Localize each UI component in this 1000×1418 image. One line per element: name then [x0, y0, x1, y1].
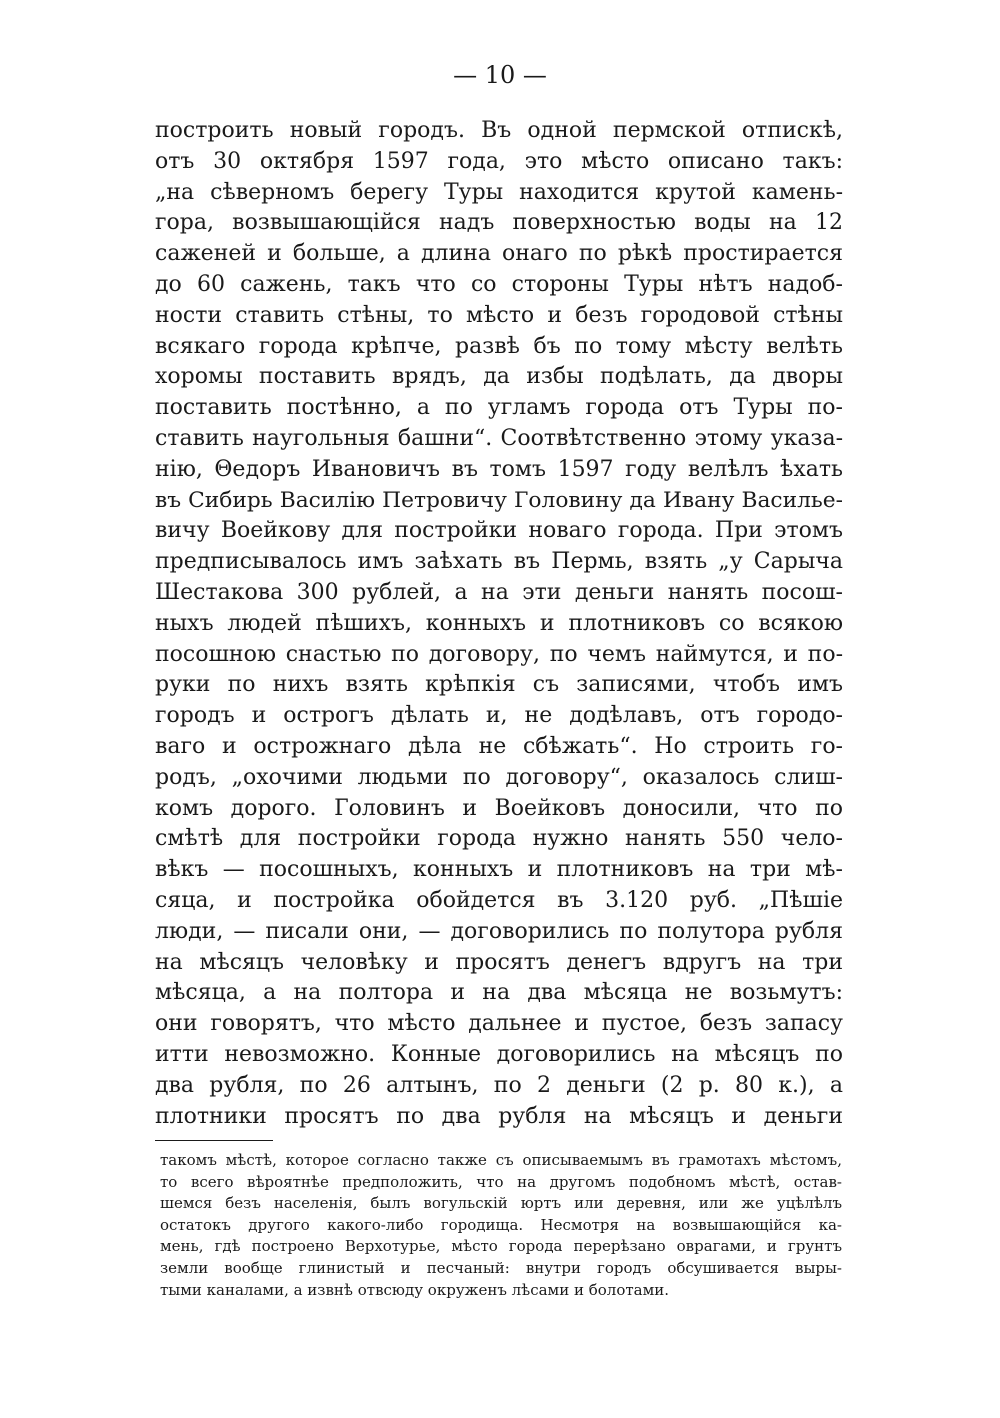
body-line: люди, — писали они, — договорились по полутора рубля: [155, 918, 843, 944]
body-line: гора, возвышающійся надъ поверхностью воды на 12: [155, 210, 843, 236]
body-line: Шестакова 300 рублей, а на эти деньги нанять посош-: [155, 579, 843, 605]
body-line: до 60 сажень, такъ что со стороны Туры нѣтъ надоб-: [155, 271, 843, 297]
body-line: сяца, и постройка обойдется въ 3.120 руб. „Пѣшіе: [155, 887, 843, 913]
footnote-divider: [155, 1140, 273, 1141]
body-line: смѣтѣ для постройки города нужно нанять 550 чело-: [155, 826, 843, 852]
body-text: [155, 116, 843, 1132]
footnote-line: земли вообще глинистый и песчаный: внутри городъ обсушивается выры-: [160, 1258, 842, 1277]
body-line: предписывалось имъ заѣхать въ Пермь, взять „у Сарыча: [155, 549, 843, 575]
body-line: въ Сибирь Василію Петровичу Головину да Ивану Василье-: [155, 487, 843, 513]
page-number: — 10 —: [453, 61, 547, 89]
body-line: нію, Θедоръ Ивановичъ въ томъ 1597 году велѣлъ ѣхать: [155, 456, 843, 482]
body-line: они говорятъ, что мѣсто дальнее и пустое, безъ запасу: [155, 1011, 843, 1037]
body-line: вѣкъ — посошныхъ, конныхъ и плотниковъ на три мѣ-: [155, 857, 843, 883]
body-line: ваго и острожнаго дѣла не сбѣжать“. Но строить го-: [155, 733, 843, 759]
body-line: комъ дорого. Головинъ и Воейковъ доносили, что по: [155, 795, 843, 821]
body-line: два рубля, по 26 алтынъ, по 2 деньги (2 р. 80 к.), а: [155, 1072, 843, 1098]
footnote-line: мень, гдѣ построено Верхотурье, мѣсто города перерѣзано оврагами, и грунтъ: [160, 1237, 842, 1256]
body-line: городъ и острогъ дѣлать и, не додѣлавъ, отъ городо-: [155, 703, 843, 729]
body-line: плотники просятъ по два рубля на мѣсяцъ и деньги: [155, 1103, 843, 1129]
body-line: отъ 30 октября 1597 года, это мѣсто описано такъ:: [155, 148, 843, 174]
body-line: вичу Воейкову для постройки новаго города. При этомъ: [155, 518, 843, 544]
footnote-line: остатокъ другого какого-либо городища. Несмотря на возвышающійся ка-: [160, 1215, 842, 1234]
footnote-line: шемся безъ населенія, былъ вогульскій юртъ или деревня, или же уцѣлѣлъ: [160, 1194, 842, 1213]
body-line: на мѣсяцъ человѣку и просятъ денегъ вдругъ на три: [155, 949, 843, 975]
body-line: ставить наугольныя башни“. Соотвѣтственно этому указа-: [155, 425, 843, 451]
body-line: саженей и больше, а длина онаго по рѣкѣ простирается: [155, 241, 843, 267]
body-line: ности ставить стѣны, то мѣсто и безъ городовой стѣны: [155, 302, 843, 328]
body-line: поставить постѣнно, а по угламъ города отъ Туры по-: [155, 395, 843, 421]
body-line: посошною снастью по договору, по чемъ наймутся, и по-: [155, 641, 843, 667]
footnote-line: то всего вѣроятнѣе предположить, что на другомъ подобномъ мѣстѣ, остав-: [160, 1172, 842, 1191]
footnote-line: тыми каналами, а извнѣ отвсюду окруженъ лѣсами и болотами.: [160, 1280, 670, 1299]
footnote-text: [160, 1150, 842, 1301]
body-line: руки по нихъ взять крѣпкія съ записями, чтобъ имъ: [155, 672, 843, 698]
body-line: всякаго города крѣпче, развѣ бъ по тому мѣсту велѣть: [155, 333, 843, 359]
body-line: построить новый городъ. Въ одной пермской отпискѣ,: [155, 118, 843, 143]
body-line: „на сѣверномъ берегу Туры находится крутой камень-: [155, 179, 843, 205]
body-line: мѣсяца, а на полтора и на два мѣсяца не возьмутъ:: [155, 980, 843, 1006]
body-line: итти невозможно. Конные договорились на мѣсяцъ по: [155, 1041, 843, 1067]
body-line: ныхъ людей пѣшихъ, конныхъ и плотниковъ со всякою: [155, 610, 843, 636]
body-line: хоромы поставить врядъ, да избы подѣлать, да дворы: [155, 364, 843, 390]
body-line: родъ, „охочими людьми по договору“, оказалось слиш-: [155, 764, 843, 790]
footnote-line: такомъ мѣстѣ, которое согласно также съ описываемымъ въ грамотахъ мѣстомъ,: [160, 1151, 842, 1169]
